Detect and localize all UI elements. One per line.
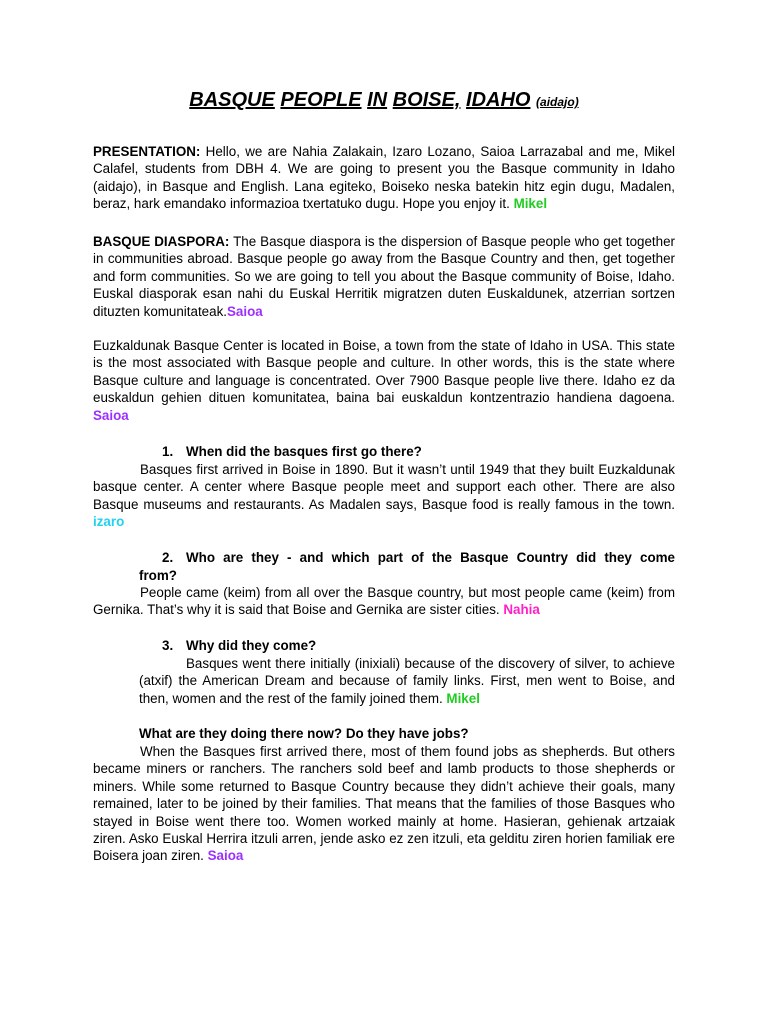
title-word: IN xyxy=(367,89,388,111)
page-title xyxy=(0,86,768,116)
question-4-heading xyxy=(139,725,469,742)
author-tag: Saioa xyxy=(207,848,244,864)
question-number: 2. xyxy=(162,550,174,565)
question-3-heading xyxy=(162,637,316,654)
author-tag: Mikel xyxy=(513,196,548,212)
answer-1-paragraph xyxy=(93,461,675,531)
answer-2-paragraph xyxy=(93,584,675,619)
question-text: What are they doing there now? Do they have jobs? xyxy=(139,726,469,741)
question-2-heading-line2 xyxy=(139,567,177,584)
presentation-text: Hello, we are Nahia Zalakain, Izaro Lozano, Saioa Larrazabal and me, Mikel Calafel, students from DBH 4. We are going to present you the Basque community in Idaho (aidajo), in Basque and English. Lana egiteko, Boiseko neska batekin hitz egin dugu, Madalen, beraz, hark emandako informazioa txertatuko dugu. Hope you enjoy it. xyxy=(93,144,675,212)
question-number: 3. xyxy=(162,638,174,653)
title-word: BASQUE xyxy=(189,89,275,111)
title-pronunciation: (aidajo) xyxy=(536,95,579,109)
diaspora-paragraph xyxy=(93,233,675,320)
question-text: Why did they come? xyxy=(186,638,317,653)
title-word: PEOPLE xyxy=(280,89,362,111)
answer-text: Basques went there initially (inixiali) because of the discovery of silver, to achieve (atxif) the American Dream and because of family links. First, men went to Boise, and then, women and the rest of the family joined them. xyxy=(139,656,675,706)
center-text: Euzkaldunak Basque Center is located in Boise, a town from the state of Idaho in USA. This state is the most associated with Basque people and culture. In other words, this is the state where Basque culture and language is concentrated. Over 7900 Basque people live there. Idaho ez da euskaldun gehien dituen komunitatea, baina bai euskaldun kontzentrazio handiena dagoena. xyxy=(93,338,675,406)
author-tag: Saioa xyxy=(93,407,129,423)
answer-text: People came (keim) from all over the Basque country, but most people came (keim) from Gernika. That’s why it is said that Boise and Gernika are sister cities. xyxy=(93,585,675,618)
author-tag: Saioa xyxy=(227,303,263,319)
presentation-paragraph xyxy=(93,143,675,213)
question-text: When did the basques first go there? xyxy=(186,444,422,459)
question-1-heading xyxy=(162,443,422,460)
presentation-label: PRESENTATION: xyxy=(93,144,201,159)
answer-text: When the Basques first arrived there, most of them found jobs as shepherds. But others became miners or ranchers. The ranchers sold beef and lamb products to those shepherds or miners. While some returned to Basque Country because they didn’t achieve their goals, many remained, later to be joined by their families. That means that the families of those Basques who stayed in Boise went there too. Women worked mainly at home. Hasieran, gehienak artzaiak ziren. Asko Euskal Herrira itzuli arren, jende asko ez zen itzuli, eta gelditu ziren horien familiak ere Boisera joan ziren. xyxy=(93,744,675,864)
title-word: IDAHO xyxy=(466,89,531,111)
answer-3-paragraph xyxy=(139,655,675,707)
answer-4-paragraph xyxy=(93,743,675,865)
author-tag: Mikel xyxy=(446,690,480,706)
question-text: Who are they - and which part of the Basque Country did they come xyxy=(186,550,675,565)
question-number: 1. xyxy=(162,444,174,459)
question-text: from? xyxy=(139,568,177,583)
question-2-heading-line1 xyxy=(162,549,675,566)
diaspora-text: The Basque diaspora is the dispersion of Basque people who get together in communities abroad. Basque people go away from the Basque Country and then, get together and form communities. So we are going to tell you about the Basque community of Boise, Idaho. Euskal diasporak esan nahi du Euskal Herritik migratzen duten Euskaldunek, atzerrian sortzen dituzten komunitateak. xyxy=(93,234,675,319)
center-paragraph xyxy=(93,337,675,424)
diaspora-label: BASQUE DIASPORA: xyxy=(93,234,230,249)
answer-text: Basques first arrived in Boise in 1890. But it wasn’t until 1949 that they built Euzkaldunak basque center. A center where Basque people meet and support each other. There are also Basque museums and restaurants. As Madalen says, Basque food is really famous in the town. xyxy=(93,462,675,512)
author-tag: izaro xyxy=(93,514,125,530)
title-word: BOISE, xyxy=(392,89,461,111)
author-tag: Nahia xyxy=(503,602,540,618)
